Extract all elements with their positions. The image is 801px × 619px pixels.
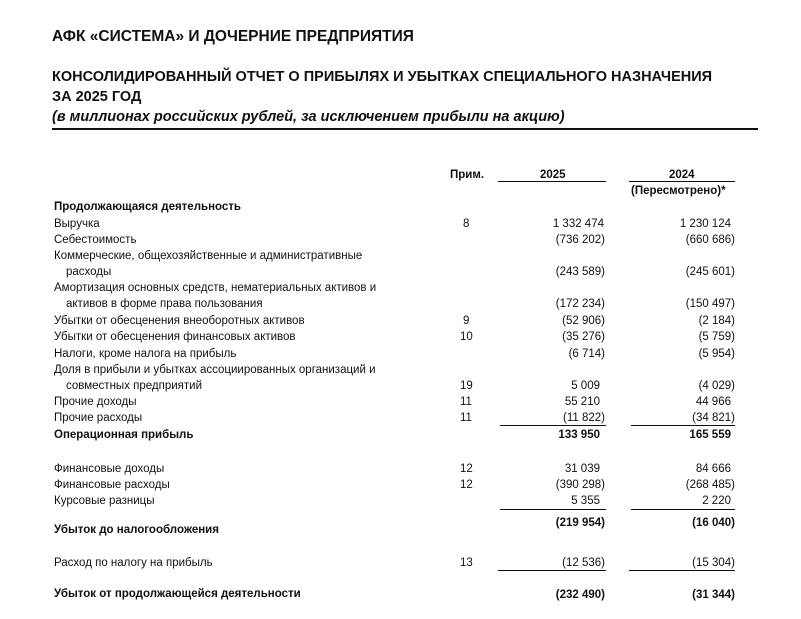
row-value-2025: (390 298) (555, 479, 605, 491)
row-label-continued: расходы (66, 266, 112, 278)
row-value-2025: 133 950 (558, 429, 600, 441)
row-value-2024: (34 821) (692, 412, 735, 424)
row-label: Расход по налогу на прибыль (54, 557, 213, 569)
column-header-2024: 2024 (669, 169, 695, 181)
row-label: Себестоимость (54, 234, 137, 246)
subtotal-rule-2024 (631, 425, 735, 426)
row-note: 8 (463, 218, 470, 230)
row-label: Убытки от обесценения внеоборотных активов (54, 315, 305, 327)
subtotal-rule-2024 (629, 570, 735, 571)
row-value-2024: (5 759) (698, 331, 735, 343)
section-heading-continuing: Продолжающаяся деятельность (54, 201, 241, 213)
column-header-2025-underline (498, 181, 606, 182)
report-title-line2: ЗА 2025 ГОД (52, 89, 142, 105)
row-label: Выручка (54, 218, 100, 230)
row-value-2025: (736 202) (555, 234, 605, 246)
row-value-2024: (150 497) (685, 298, 735, 310)
row-note: 10 (460, 331, 473, 343)
column-header-2024-underline (629, 181, 735, 182)
row-value-2025: (219 954) (555, 517, 605, 529)
row-value-2025: 55 210 (564, 396, 600, 408)
company-name: АФК «СИСТЕМА» И ДОЧЕРНИЕ ПРЕДПРИЯТИЯ (52, 28, 414, 45)
row-label-total: Операционная прибыль (54, 429, 194, 441)
row-value-2025: (12 536) (562, 557, 605, 569)
header-divider (52, 128, 758, 130)
row-label-continued: совместных предприятий (66, 380, 203, 392)
row-value-2024: (660 686) (685, 234, 735, 246)
subtotal-rule-2025 (498, 570, 606, 571)
row-value-2025: 1 332 474 (552, 218, 604, 230)
row-value-2025: 5 355 (571, 495, 600, 507)
row-label: Прочие расходы (54, 412, 143, 424)
row-note: 11 (460, 396, 472, 408)
row-label: Налоги, кроме налога на прибыль (54, 348, 237, 360)
row-note: 13 (460, 557, 473, 569)
subtotal-rule-2024 (631, 509, 735, 510)
row-label: Курсовые разницы (54, 495, 155, 507)
row-value-2025: 5 009 (571, 380, 600, 392)
row-label: Амортизация основных средств, нематериальных активов и (54, 282, 377, 294)
row-value-2025: (172 234) (555, 298, 605, 310)
row-label: Убытки от обесценения финансовых активов (54, 331, 296, 343)
row-value-2025: 31 039 (564, 463, 600, 475)
row-value-2024: (15 304) (692, 557, 735, 569)
report-subtitle: (в миллионах российских рублей, за исключением прибыли на акцию) (52, 109, 565, 125)
row-label: Финансовые доходы (54, 463, 165, 475)
row-label: Доля в прибыли и убытках ассоциированных организаций и (54, 364, 376, 376)
row-label: Коммерческие, общехозяйственные и административные (54, 250, 363, 262)
row-note: 11 (460, 412, 472, 424)
row-note: 9 (463, 315, 470, 327)
row-note: 19 (460, 380, 473, 392)
row-label: Прочие доходы (54, 396, 137, 408)
row-value-2025: (6 714) (568, 348, 605, 360)
row-value-2025: (52 906) (562, 315, 605, 327)
row-label-total: Убыток от продолжающейся деятельности (54, 588, 301, 600)
row-value-2024: (31 344) (692, 589, 735, 601)
report-title-line1: КОНСОЛИДИРОВАННЫЙ ОТЧЕТ О ПРИБЫЛЯХ И УБЫТКАХ СПЕЦИАЛЬНОГО НАЗНАЧЕНИЯ (52, 69, 713, 85)
row-value-2025: (11 822) (563, 412, 605, 424)
row-value-2024: (245 601) (685, 266, 735, 278)
row-label: Финансовые расходы (54, 479, 170, 491)
row-value-2025: (232 490) (555, 589, 605, 601)
column-header-note: Прим. (450, 169, 485, 181)
subtotal-rule-2025 (500, 509, 606, 510)
row-value-2025: (35 276) (562, 331, 605, 343)
row-value-2024: 165 559 (689, 429, 731, 441)
row-label-total: Убыток до налогообложения (54, 524, 219, 536)
row-value-2024: 44 966 (695, 396, 731, 408)
row-value-2024: (16 040) (692, 517, 735, 529)
row-label-continued: активов в форме права пользования (66, 298, 263, 310)
row-note: 12 (460, 479, 473, 491)
subtotal-rule-2025 (500, 425, 606, 426)
row-value-2024: (2 184) (698, 315, 735, 327)
row-value-2025: (243 589) (555, 266, 605, 278)
row-value-2024: 84 666 (695, 463, 731, 475)
row-value-2024: (4 029) (698, 380, 735, 392)
column-header-2025: 2025 (540, 169, 566, 181)
column-header-2024-restated: (Пересмотрено)* (631, 185, 726, 197)
row-value-2024: 2 220 (702, 495, 731, 507)
row-value-2024: (5 954) (698, 348, 735, 360)
row-value-2024: 1 230 124 (679, 218, 731, 230)
row-note: 12 (460, 463, 473, 475)
row-value-2024: (268 485) (685, 479, 735, 491)
